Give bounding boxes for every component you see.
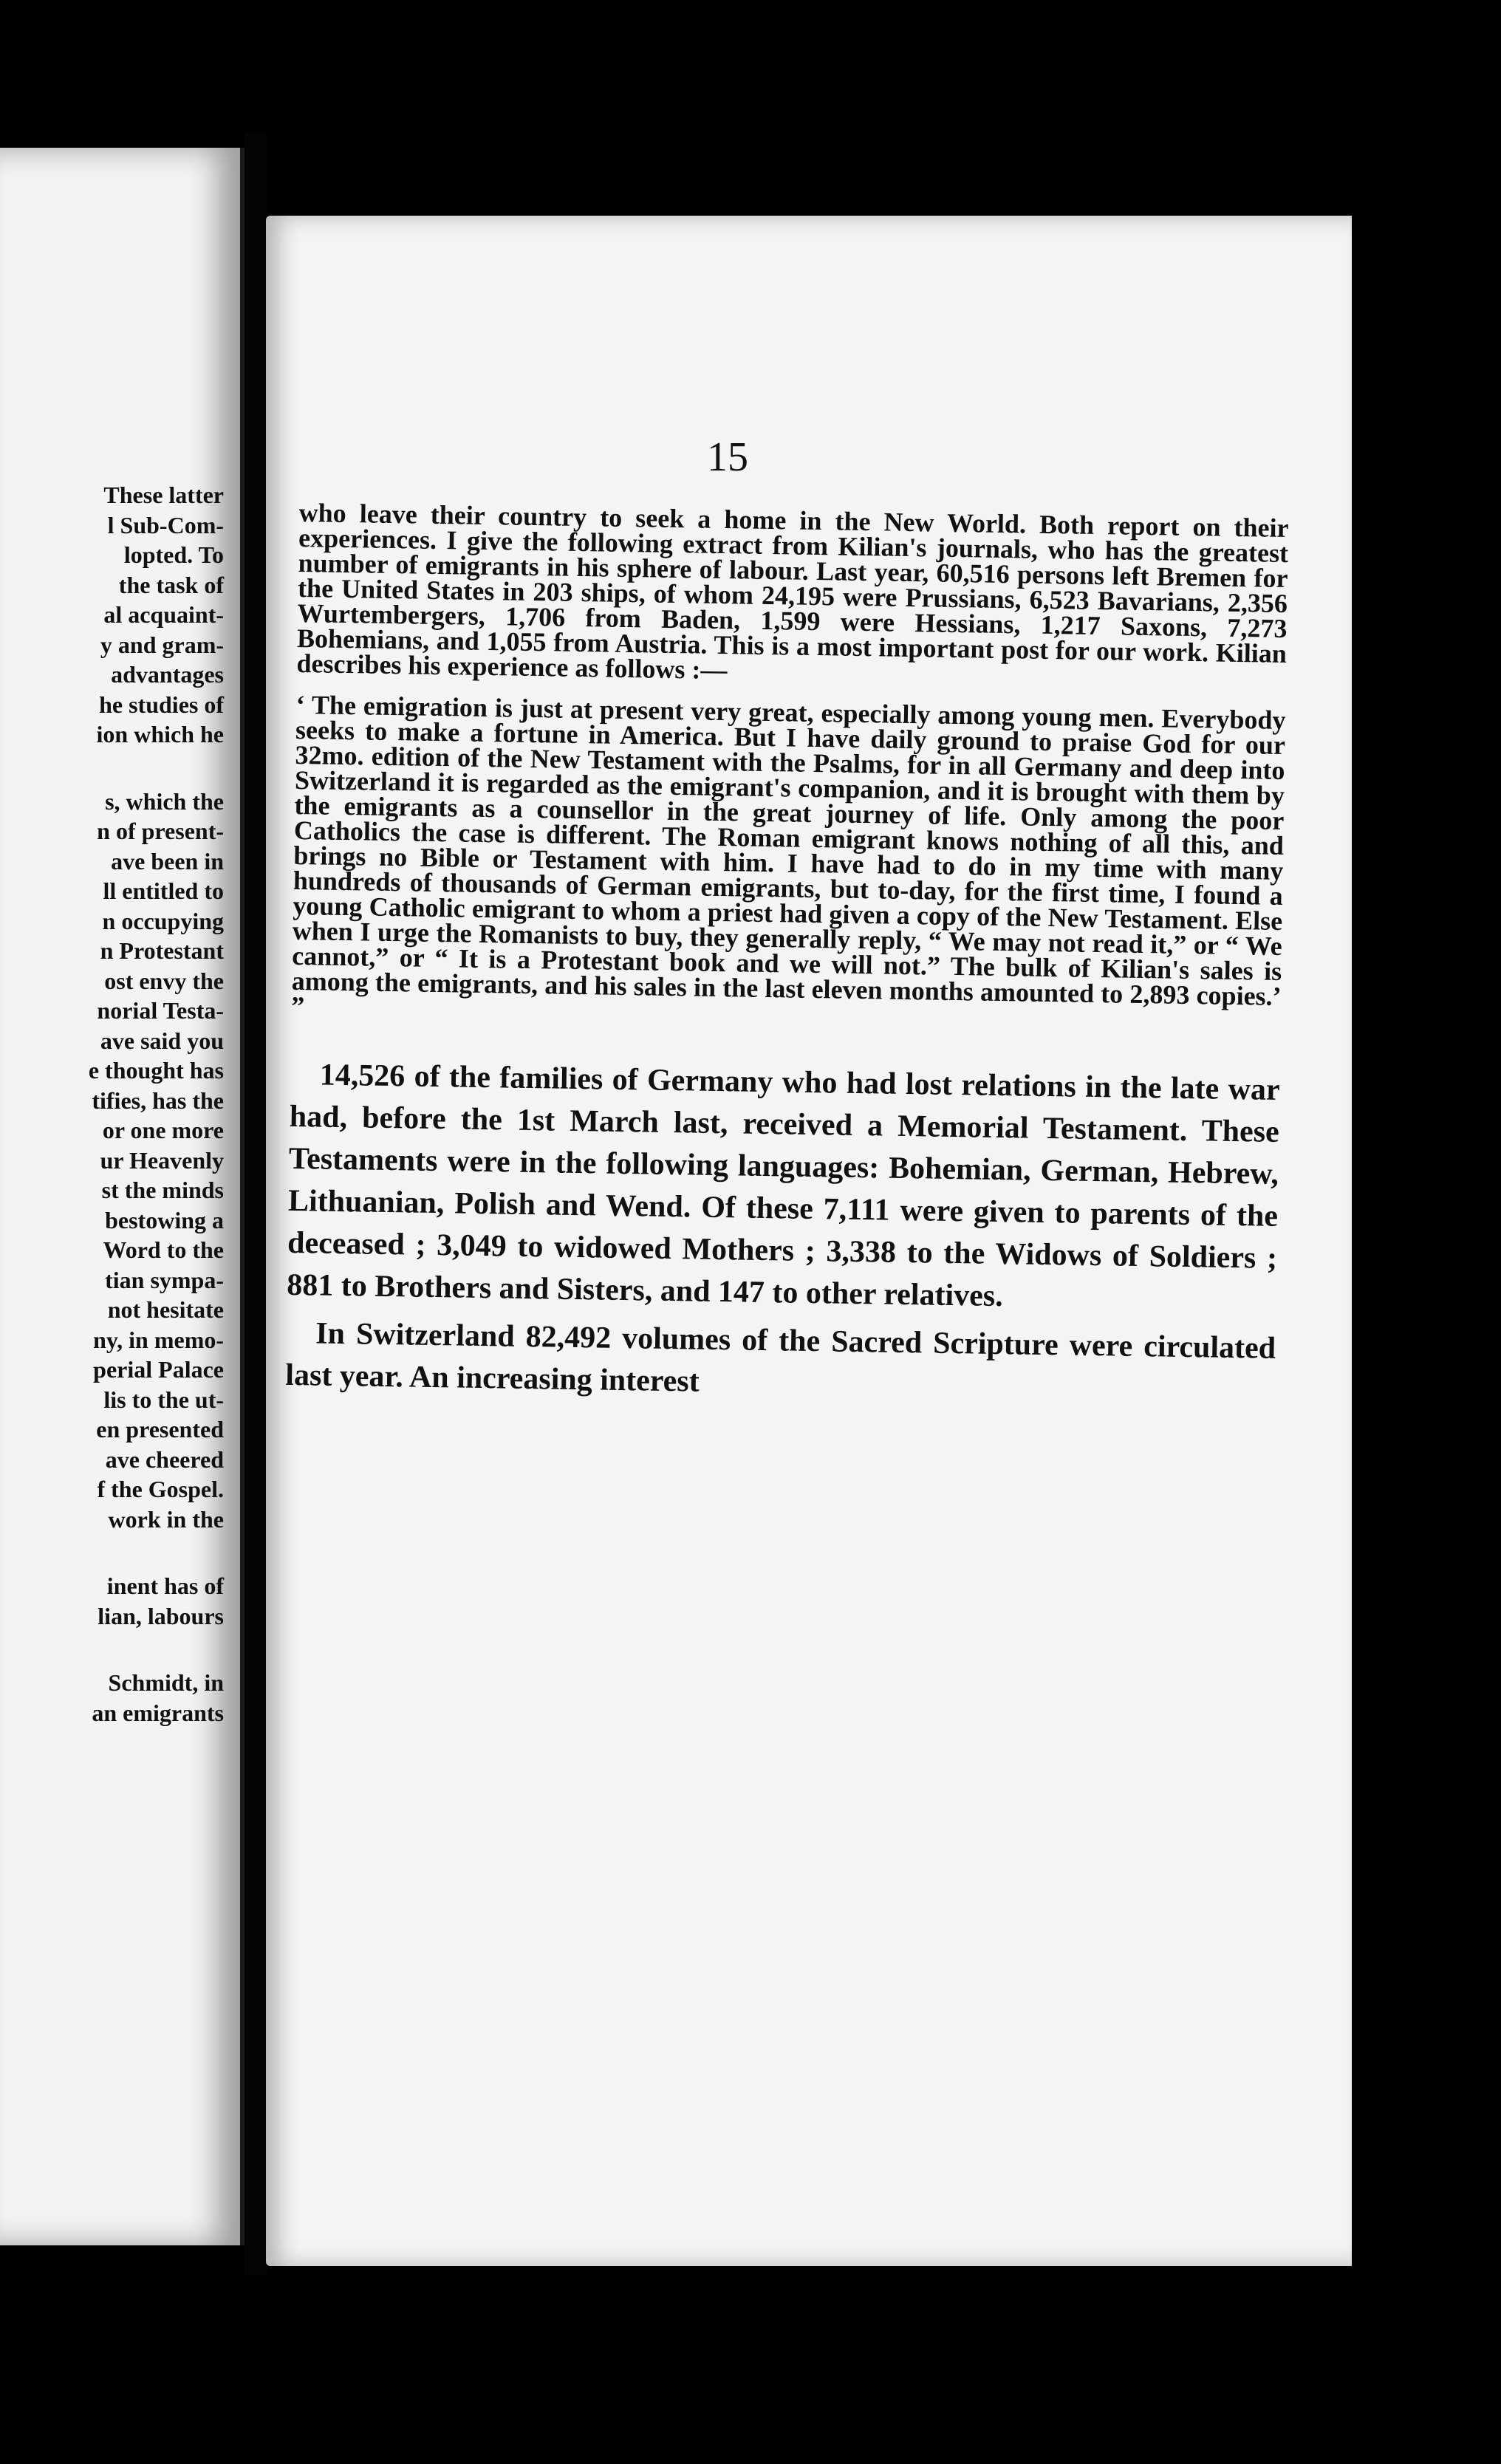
left-page-line: advantages (111, 661, 224, 688)
left-page-line: f the Gospel. (97, 1476, 224, 1502)
paragraph-intro: who leave their country to seek a home in the New World. Both report on their experiences. I give the following extract from Kilian's journals, who has the greatest number of emigrants in his sphere of labour. Last year, 60,516 persons left Bremen for the United States in 203 ships, of whom 24,195 were Prussians, 6,523 Bavarians, 2,356 Wurtembergers, 1,706 from Baden, 1,599 were Hessians, 1,217 Saxons, 7,273 Bohemians, and 1,055 from Austria. This is a most important post for our work. Kilian describes his experience as follows :— (296, 498, 1289, 685)
left-page-line: n Protestant (100, 937, 224, 964)
left-page-line: n occupying (102, 907, 224, 934)
left-page-line: ll entitled to (103, 877, 224, 904)
left-page-line: lis to the ut- (103, 1386, 224, 1413)
book-gutter (245, 133, 267, 2275)
left-page-line: an emigrants (92, 1699, 224, 1726)
left-page-line: tian sympa- (105, 1266, 224, 1293)
left-page-line: ave said you (100, 1027, 224, 1054)
left-page-line: not hesitate (107, 1296, 224, 1323)
left-page-line: ion which he (96, 721, 224, 747)
left-page-line: perial Palace (93, 1356, 224, 1383)
left-page-gap (0, 1631, 224, 1668)
left-page-line: lian, labours (98, 1602, 224, 1629)
left-page-line: inent has of (106, 1572, 224, 1599)
paragraph-memorial-testaments: 14,526 of the families of Germany who had lost relations in the late war had, before the 1st March last, received a Memorial Testament. These Testaments were in the following languages: Bohemian, German, Hebrew, Lithuanian, Polish and Wend. Of these 7,111 were given to parents of the deceased ; 3,049 to widowed Mothers ; 3,338 to the Widows of Soldiers ; 881 to Brothers and Sisters, and 147 to other relatives. (286, 1058, 1280, 1314)
paragraph-kilian-quote: ‘ The emigration is just at present very great, especially among young men. Everybody seeks to make a fortune in America. But I have daily ground to praise God for our 32mo. edition of the New Testament with the Psalms, for in all Germany and deep into Switzerland it is regarded as the emigrant's companion, and it is brought with them by the emigrants as a counsellor in the great journey of life. Only among the poor Catholics the case is different. The Roman emigrant knows nothing of all this, and brings no Bible or Testament with him. I have had to do in my time with many hundreds of thousands of German emigrants, but to-day, for the first time, I found a young Catholic emigrant to whom a priest had given a copy of the New Testament. Else when I urge the Romanists to buy, they generally reply, “ We may not read it,” or “ We cannot,” or “ It is a Protestant book and we will not.” The bulk of Kilian's sales is among the emigrants, and his sales in the last eleven months amounted to 2,893 copies.’ ” (290, 689, 1286, 1021)
left-page-line: ost envy the (104, 967, 224, 994)
left-page-line: he studies of (99, 691, 224, 718)
left-page-line: en presented (96, 1416, 224, 1443)
left-page-line: ur Heavenly (100, 1146, 224, 1174)
left-page-gap (0, 750, 224, 787)
left-page-line: norial Testa- (97, 997, 224, 1024)
left-page-line: These latter (103, 482, 224, 508)
left-page-line: st the minds (101, 1177, 224, 1203)
left-page-line: n of present- (97, 818, 224, 844)
left-page-line: bestowing a (105, 1206, 224, 1233)
left-page-line: ny, in memo- (93, 1326, 224, 1353)
left-page-line: ave cheered (105, 1445, 224, 1473)
page-body (285, 500, 1289, 1412)
left-page-line: l Sub-Com- (107, 511, 224, 538)
left-page-text (0, 480, 224, 1728)
left-page-line: Schmidt, in (108, 1669, 224, 1696)
left-page-fragment (0, 148, 245, 2245)
left-page-gap (0, 1534, 224, 1571)
left-page-line: s, which the (105, 787, 224, 815)
right-page (266, 216, 1352, 2266)
left-page-line: work in the (108, 1505, 224, 1533)
left-page-line: lopted. To (123, 541, 224, 568)
left-page-line: the task of (118, 571, 224, 598)
left-page-line: Word to the (103, 1236, 224, 1263)
left-page-line: ave been in (111, 847, 224, 875)
left-page-line: e thought has (88, 1057, 224, 1084)
paragraph-switzerland: In Switzerland 82,492 volumes of the Sacred Scripture were circulated last year. An increasing interest (285, 1316, 1276, 1399)
page-number: 15 (707, 434, 748, 480)
left-page-line: y and gram- (100, 631, 224, 658)
left-page-line: tifies, has the (92, 1086, 224, 1114)
left-page-line: or one more (102, 1117, 224, 1143)
left-page-line: al acquaint- (103, 601, 224, 628)
